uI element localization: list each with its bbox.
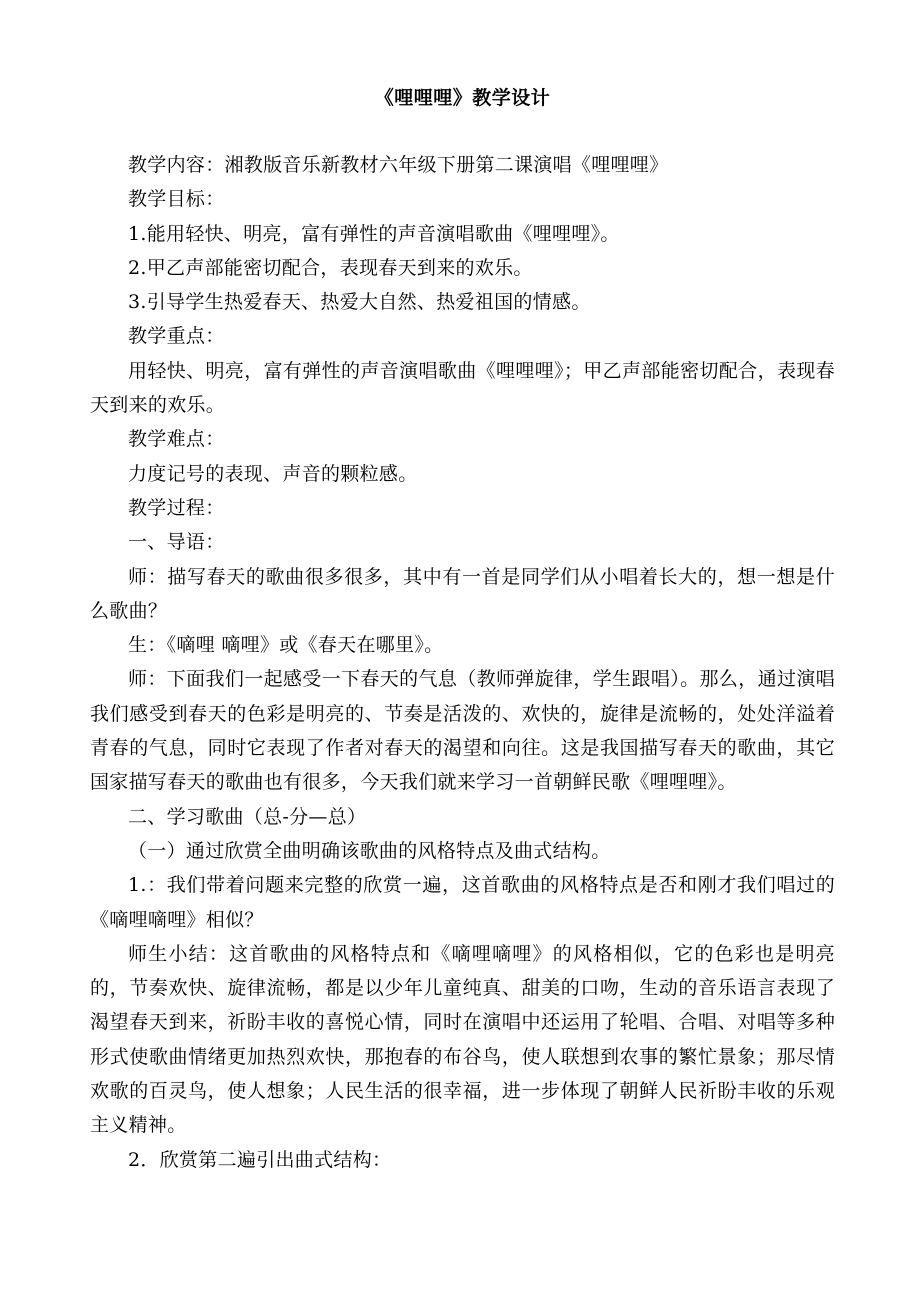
paragraph-goal-1: 1.能用轻快、明亮，富有弹性的声音演唱歌曲《哩哩哩》。 [128, 222, 620, 245]
paragraph-goal-3: 3.引导学生热爱春天、热爱大自然、热爱祖国的情感。 [128, 291, 591, 314]
paragraph-difficulties: 力度记号的表现、声音的颗粒感。 [128, 462, 418, 485]
paragraph-summary: 师生小结：这首歌曲的风格特点和《嘀哩嘀哩》的风格相似，它的色彩也是明亮的，节奏欢快、旋律流畅，都是以少年儿童纯真、甜美的口吻，生动的音乐语言表现了渴望春天到来，祈盼丰收的喜悦心情，同时在演唱中还运用了轮唱、合唱、对唱等多种形式使歌曲情绪更加热烈欢快，那抱春的布谷鸟，使人联想到农事的繁忙景象；那尽情欢歌的百灵鸟，使人想象；人民生活的很幸福，进一步体现了朝鲜人民祈盼丰收的乐观主义精神。 [90, 942, 835, 1137]
paragraph-difficulties-heading: 教学难点： [128, 428, 225, 451]
paragraph-goals-heading: 教学目标： [128, 188, 225, 211]
paragraph-learn-song-heading: 二、学习歌曲（总-分—总） [128, 805, 367, 828]
paragraph-teacher-question: 师：描写春天的歌曲很多很多，其中有一首是同学们从小唱着长大的，想一想是什么歌曲？ [90, 565, 835, 622]
paragraph-subsection-1: （一）通过欣赏全曲明确该歌曲的风格特点及曲式结构。 [128, 839, 611, 862]
document-title: 《哩哩哩》教学设计 [374, 87, 551, 109]
document-body [90, 148, 835, 1177]
paragraph-content: 教学内容：湘教版音乐新教材六年级下册第二课演唱《哩哩哩》 [128, 154, 669, 176]
paragraph-step-1: 1.：我们带着问题来完整的欣赏一遍，这首歌曲的风格特点是否和刚才我们唱过的《嘀哩嘀哩》相似？ [90, 874, 835, 931]
paragraph-key-points: 用轻快、明亮，富有弹性的声音演唱歌曲《哩哩哩》；甲乙声部能密切配合，表现春天到来的欢乐。 [90, 359, 835, 417]
paragraph-goal-2: 2.甲乙声部能密切配合，表现春天到来的欢乐。 [128, 256, 533, 279]
document-page [90, 78, 835, 1177]
paragraph-teacher-explanation: 师：下面我们一起感受一下春天的气息（教师弹旋律，学生跟唱）。那么，通过演唱我们感受到春天的色彩是明亮的、节奏是活泼的、欢快的，旋律是流畅的，处处洋溢着青春的气息，同时它表现了作者对春天的渴望和向往。这是我国描写春天的歌曲，其它国家描写春天的歌曲也有很多，今天我们就来学习一首朝鲜民歌《哩哩哩》。 [90, 668, 835, 794]
paragraph-key-points-heading: 教学重点： [128, 325, 225, 348]
paragraph-intro-heading: 一、导语： [128, 531, 225, 554]
paragraph-process-heading: 教学过程： [128, 496, 225, 519]
paragraph-step-2: 2．欣赏第二遍引出曲式结构： [128, 1148, 392, 1171]
paragraph-student-answer: 生：《嘀哩 嘀哩》或《春天在哪里》。 [128, 634, 444, 657]
